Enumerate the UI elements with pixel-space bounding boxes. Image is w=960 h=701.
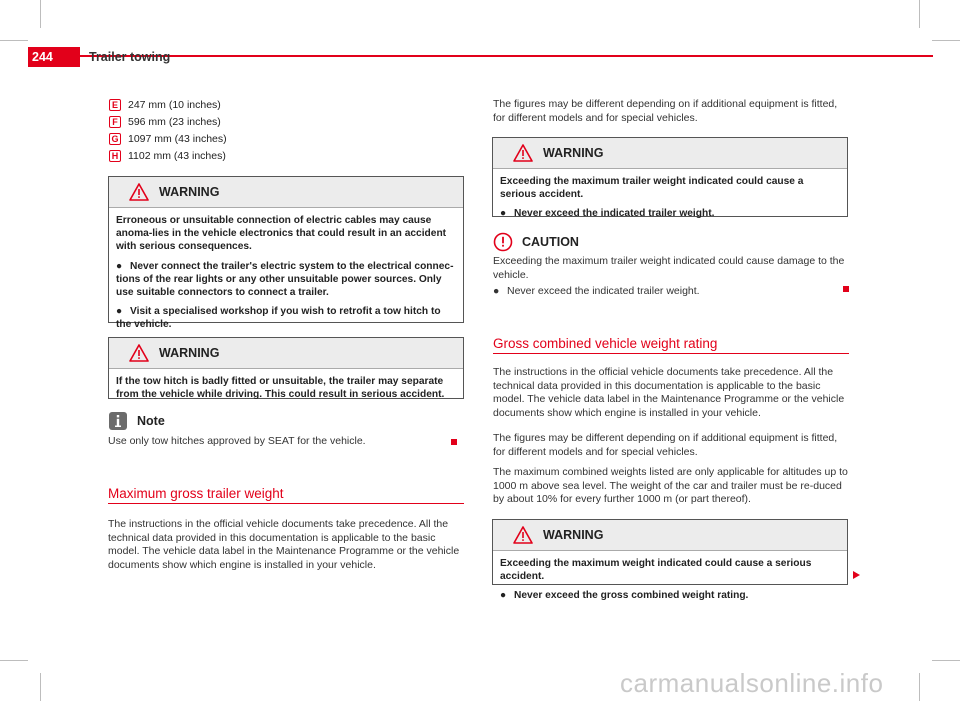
dimension-letter: H bbox=[109, 150, 121, 162]
watermark: carmanualsonline.info bbox=[620, 668, 884, 698]
warning-box bbox=[492, 137, 848, 220]
dimension-letter: G bbox=[109, 133, 121, 145]
page-number: 244 bbox=[28, 47, 80, 67]
warning-title: WARNING bbox=[159, 185, 220, 199]
note-title: Note bbox=[137, 414, 165, 428]
warning-header bbox=[109, 338, 463, 369]
dimension-item bbox=[109, 131, 227, 147]
body-paragraph: The instructions in the official vehicle documents take precedence. All the technical data provided in this documentation is applicable to the basic model. The vehicle data label in the Maintenance Programme or the vehicle documents show which engine is installed in your vehicle. bbox=[108, 518, 460, 571]
warning-triangle-icon bbox=[129, 344, 149, 362]
crop-mark bbox=[40, 673, 41, 701]
page-title: Trailer towing bbox=[89, 50, 171, 64]
note-text: Use only tow hitches approved by SEAT for the vehicle. bbox=[108, 435, 366, 447]
warning-text: Erroneous or unsuitable connection of electric cables may cause anoma-lies in the vehicle electronics that could result in an accident with serious consequences. bbox=[116, 215, 447, 253]
note-icon bbox=[108, 411, 128, 431]
warning-body bbox=[109, 369, 463, 411]
body-paragraph: The maximum combined weights listed are only applicable for altitudes up to 1000 m above sea level. The weight of the car and trailer must be re-duced by about 10% for every further 1000 m (or part thereof). bbox=[493, 466, 848, 505]
caution-heading bbox=[493, 232, 579, 252]
warning-box bbox=[108, 337, 464, 399]
warning-text: Exceeding the maximum trailer weight indicated could cause a serious accident. bbox=[500, 176, 804, 201]
warning-bullet: ● Never exceed the indicated trailer weight. bbox=[500, 208, 715, 220]
note-heading bbox=[108, 411, 165, 431]
warning-body bbox=[493, 169, 847, 231]
crop-mark bbox=[932, 40, 960, 41]
crop-mark bbox=[0, 40, 28, 41]
warning-text: Exceeding the maximum weight indicated could cause a serious accident. bbox=[500, 558, 812, 583]
dimension-item bbox=[109, 97, 221, 113]
section-title: Gross combined vehicle weight rating bbox=[493, 336, 718, 351]
dimension-item bbox=[109, 148, 226, 164]
crop-mark bbox=[0, 660, 28, 661]
continue-arrow-icon bbox=[851, 570, 861, 580]
warning-header bbox=[493, 138, 847, 169]
warning-triangle-icon bbox=[513, 144, 533, 162]
warning-box bbox=[108, 176, 464, 331]
dimension-value: 1097 mm (43 inches) bbox=[128, 133, 227, 145]
warning-body bbox=[109, 208, 463, 342]
dimension-item bbox=[109, 114, 221, 130]
caution-icon bbox=[493, 232, 513, 252]
section-title: Maximum gross trailer weight bbox=[108, 486, 284, 501]
dimension-letter: E bbox=[109, 99, 121, 111]
warning-box bbox=[492, 519, 848, 602]
warning-title: WARNING bbox=[543, 528, 604, 542]
end-mark bbox=[843, 286, 849, 292]
section-rule bbox=[108, 503, 464, 504]
dimension-letter: F bbox=[109, 116, 121, 128]
warning-text: If the tow hitch is badly fitted or unsuitable, the trailer may separate from the vehicle while driving. This could result in serious accident. bbox=[116, 376, 445, 401]
warning-triangle-icon bbox=[129, 183, 149, 201]
dimension-value: 1102 mm (43 inches) bbox=[128, 150, 226, 162]
warning-bullet: ● Never exceed the gross combined weight rating. bbox=[500, 590, 749, 602]
warning-body bbox=[493, 551, 847, 613]
warning-header bbox=[109, 177, 463, 208]
body-paragraph: The figures may be different depending on if additional equipment is fitted, for different models and for special vehicles. bbox=[493, 432, 838, 458]
warning-title: WARNING bbox=[543, 146, 604, 160]
end-mark bbox=[451, 439, 457, 445]
warning-header bbox=[493, 520, 847, 551]
dimension-value: 596 mm (23 inches) bbox=[128, 116, 221, 128]
body-paragraph: The instructions in the official vehicle documents take precedence. All the technical data provided in this documentation is applicable to the basic model. The vehicle data label in the Maintenance Programme or the vehicle documents show which engine is installed in your vehicle. bbox=[493, 366, 845, 419]
warning-triangle-icon bbox=[513, 526, 533, 544]
dimension-value: 247 mm (10 inches) bbox=[128, 99, 221, 111]
caution-text: Exceeding the maximum trailer weight indicated could cause damage to the vehicle. bbox=[493, 255, 845, 281]
warning-bullet: ● Visit a specialised workshop if you wish to retrofit a tow hitch to the vehicle. bbox=[116, 306, 441, 331]
crop-mark bbox=[919, 673, 920, 701]
warning-bullet: ● Never connect the trailer's electric system to the electrical connec-tions of the rear lights or any other unsuitable power sources. Only use suitable connectors to connect a trailer. bbox=[116, 260, 454, 299]
crop-mark bbox=[919, 0, 920, 28]
section-rule bbox=[493, 353, 849, 354]
body-paragraph: The figures may be different depending on if additional equipment is fitted, for different models and for special vehicles. bbox=[493, 98, 838, 124]
warning-title: WARNING bbox=[159, 346, 220, 360]
caution-title: CAUTION bbox=[522, 235, 579, 249]
crop-mark bbox=[932, 660, 960, 661]
crop-mark bbox=[40, 0, 41, 28]
caution-bullet: ● Never exceed the indicated trailer weight. bbox=[493, 285, 700, 297]
